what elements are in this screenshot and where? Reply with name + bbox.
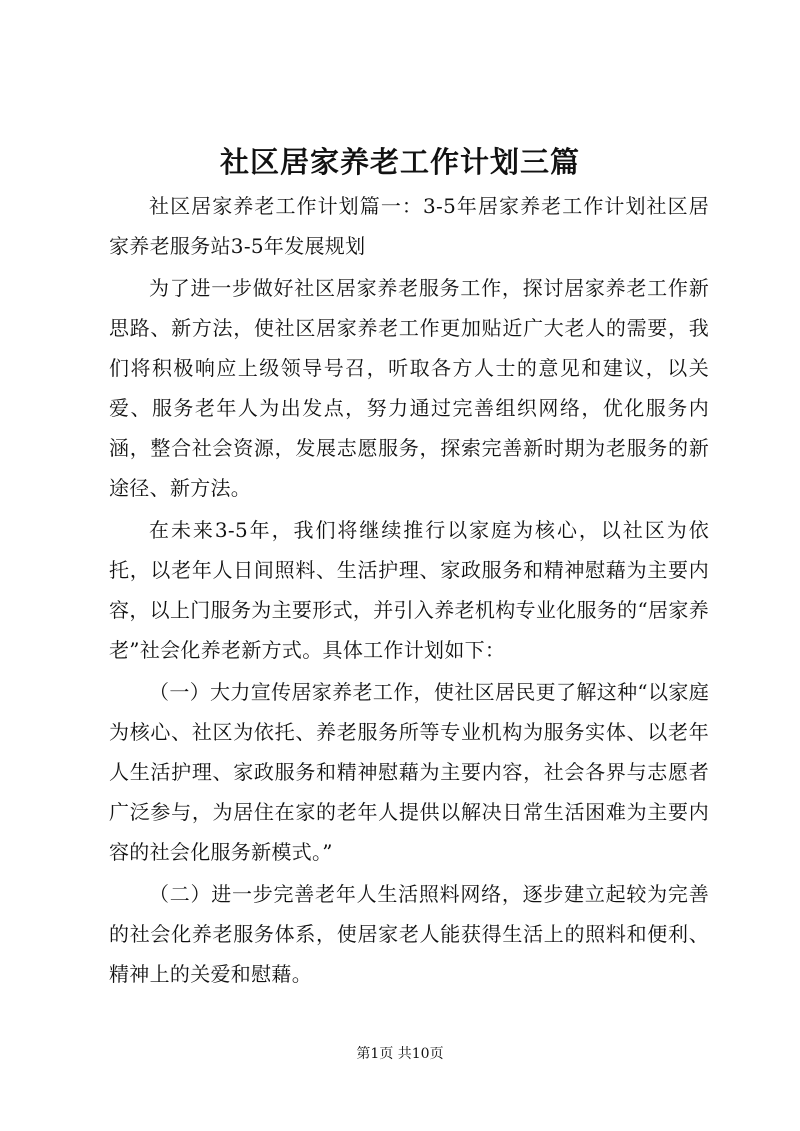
paragraph-item-two: （二）进一步完善老年人生活照料网络，逐步建立起较为完善的社会化养老服务体系，使居家老人能获得生活上的照料和便利、精神上的关爱和慰藉。 xyxy=(109,882,709,986)
paragraph-intro: 为了进一步做好社区居家养老服务工作，探讨居家养老工作新思路、新方法，使社区居家养老工作更加贴近广大老人的需要，我们将积极响应上级领导号召，听取各方人士的意见和建议，以关爱、服务老年人为出发点，努力通过完善组织网络，优化服务内涵，整合社会资源，发展志愿服务，探索完善新时期为老服务的新途径、新方法。 xyxy=(109,276,709,500)
paragraph-plan-overview: 在未来3-5年，我们将继续推行以家庭为核心，以社区为依托，以老年人日间照料、生活护理、家政服务和精神慰藉为主要内容，以上门服务为主要形式，并引入养老机构专业化服务的“居家养老”社会化养老新方式。具体工作计划如下： xyxy=(109,518,709,662)
document-title: 社区居家养老工作计划三篇 xyxy=(219,145,580,179)
page-footer xyxy=(0,1044,800,1064)
paragraph-item-one: （一）大力宣传居家养老工作，使社区居民更了解这种“以家庭为核心、社区为依托、养老服务所等专业机构为服务实体、以老年人生活护理、家政服务和精神慰藉为主要内容，社会各界与志愿者广泛参与，为居住在家的老年人提供以解决日常生活困难为主要内容的社会化服务新模式。” xyxy=(109,680,709,864)
paragraph-heading-line: 社区居家养老工作计划篇一：3-5年居家养老工作计划社区居家养老服务站3-5年发展规划 xyxy=(109,194,709,258)
page-number-label: 第1页 共10页 xyxy=(356,1046,444,1062)
document-body xyxy=(109,186,709,996)
